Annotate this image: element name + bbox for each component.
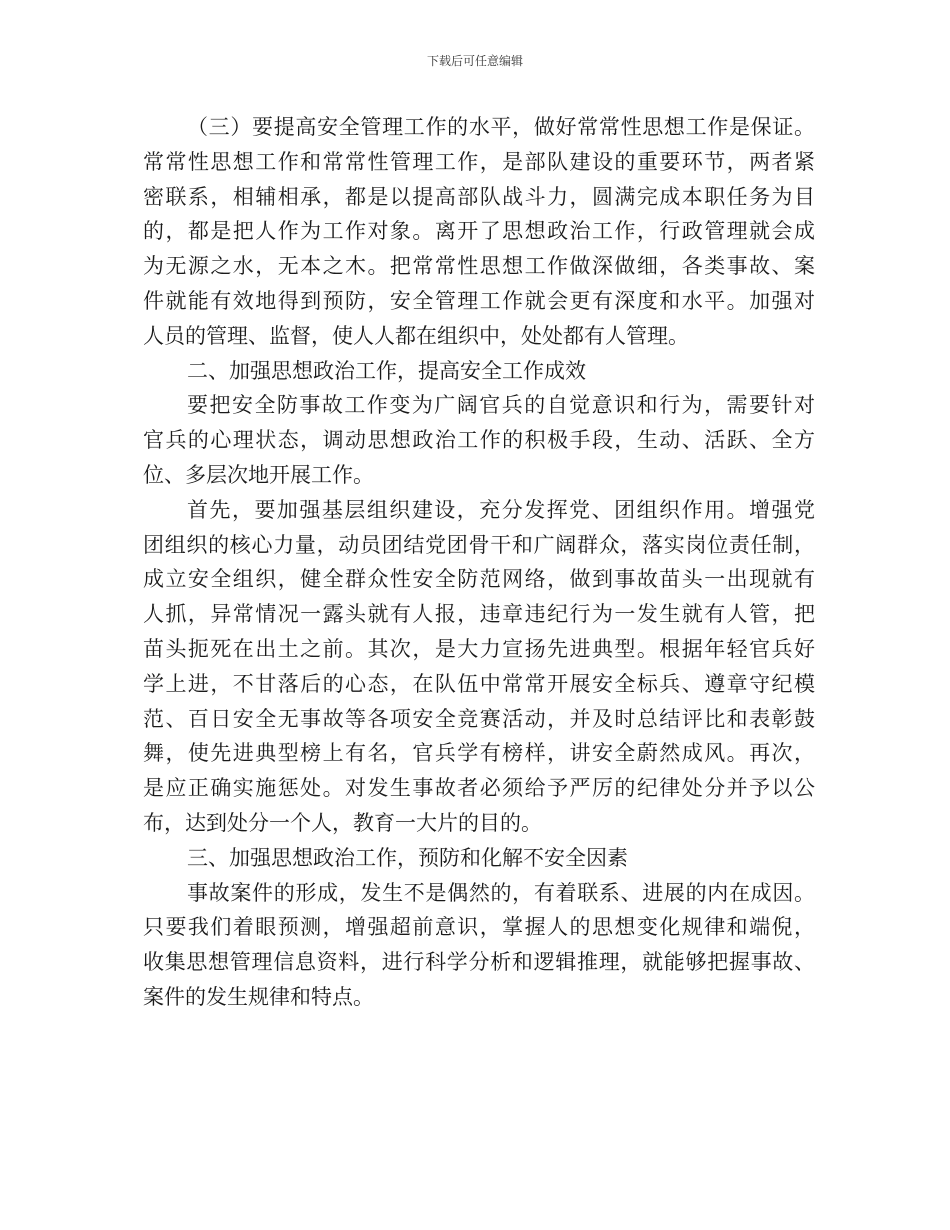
text-line: 人抓，异常情况一露头就有人报，违章违纪行为一发生就有人管，把 [143,602,815,627]
text-line: 只要我们着眼预测，增强超前意识，掌握人的思想变化规律和端倪， [143,915,815,940]
text-line: 是应正确实施惩处。对发生事故者必须给予严厉的纪律处分并予以公 [143,776,815,801]
text-line: 二、加强思想政治工作，提高安全工作成效 [187,358,586,383]
text-line: 成立安全组织，健全群众性安全防范网络，做到事故苗头一出现就有 [143,567,815,592]
text-line: 团组织的核心力量，动员团结党团骨干和广阔群众，落实岗位责任制， [143,532,815,557]
text-line: 为无源之水，无本之木。把常常性思想工作做深做细，各类事故、案 [143,254,815,279]
text-line: 人员的管理、监督，使人人都在组织中，处处都有人管理。 [143,323,689,348]
text-line: 要把安全防事故工作变为广阔官兵的自觉意识和行为，需要针对 [187,393,815,418]
text-line: 案件的发生规律和特点。 [143,984,374,1009]
text-line: 范、百日安全无事故等各项安全竞赛活动，并及时总结评比和表彰鼓 [143,706,815,731]
page-header: 下载后可任意编辑 [426,54,523,68]
document-body [143,110,815,1015]
text-line: 布，达到处分一个人，教育一大片的目的。 [143,810,542,835]
text-line: 密联系，相辅相承，都是以提高部队战斗力，圆满完成本职任务为目 [143,184,815,209]
text-line: （三）要提高安全管理工作的水平，做好常常性思想工作是保证。 [187,115,815,139]
text-line: 位、多层次地开展工作。 [143,462,374,487]
text-line: 苗头扼死在出土之前。其次，是大力宣扬先进典型。根据年轻官兵好 [143,636,815,661]
text-line: 学上进，不甘落后的心态，在队伍中常常开展安全标兵、遵章守纪模 [143,671,815,696]
text-line: 舞，使先进典型榜上有名，官兵学有榜样，讲安全蔚然成风。再次， [143,741,815,766]
text-line: 件就能有效地得到预防，安全管理工作就会更有深度和水平。加强对 [143,288,815,313]
text-line: 首先，要加强基层组织建设，充分发挥党、团组织作用。增强党 [187,497,815,522]
text-line: 三、加强思想政治工作，预防和化解不安全因素 [187,845,628,870]
text-line: 事故案件的形成，发生不是偶然的，有着联系、进展的内在成因。 [187,880,815,905]
text-line: 官兵的心理状态，调动思想政治工作的积极手段，生动、活跃、全方 [143,428,815,453]
text-line: 的，都是把人作为工作对象。离开了思想政治工作，行政管理就会成 [143,219,815,244]
text-line: 常常性思想工作和常常性管理工作，是部队建设的重要环节，两者紧 [143,149,815,174]
text-line: 收集思想管理信息资料，进行科学分析和逻辑推理，就能够把握事故、 [143,950,815,975]
